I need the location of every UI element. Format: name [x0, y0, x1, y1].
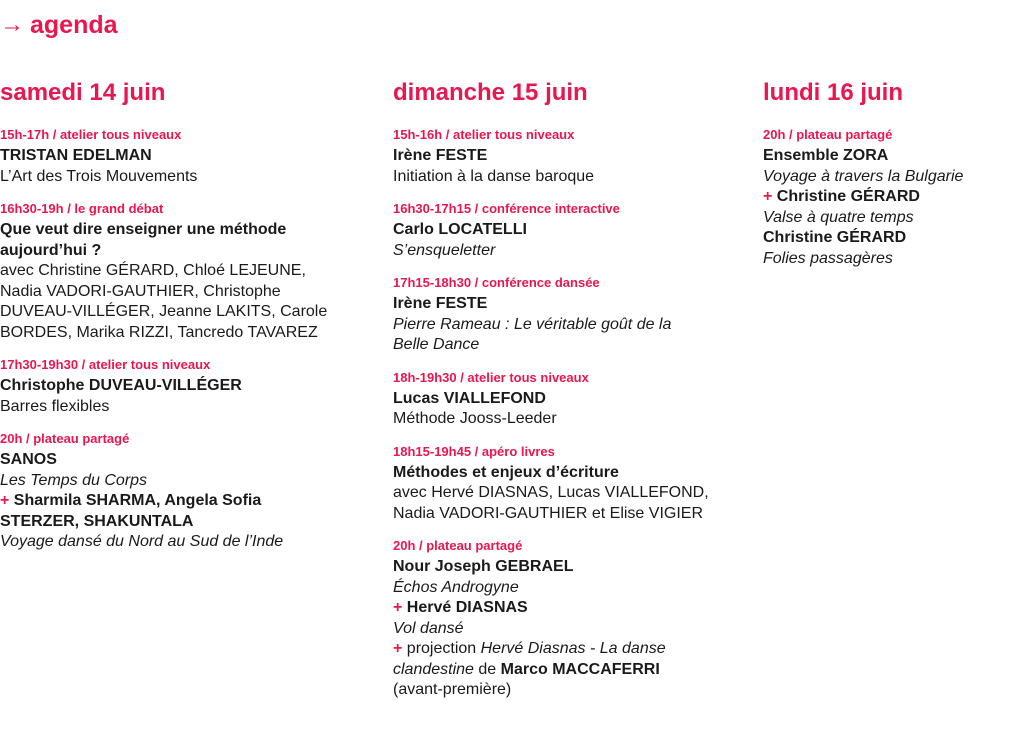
plus-icon: +	[393, 599, 407, 616]
arrow-right-icon: →	[0, 11, 24, 38]
event-text: avec Hervé DIASNAS, Lucas VIALLEFOND,	[393, 484, 709, 501]
event-line	[393, 409, 743, 430]
agenda-event	[0, 431, 370, 553]
event-line	[0, 167, 370, 188]
event-text: Hervé DIASNAS	[406, 599, 528, 616]
event-text: Voyage à travers la Bulgarie	[763, 167, 964, 185]
event-text: (avant-première)	[393, 681, 512, 698]
event-text: Folies passagères	[763, 249, 893, 267]
event-line	[393, 146, 743, 167]
plus-icon: +	[763, 188, 777, 205]
event-line	[0, 532, 370, 553]
event-text: avec Christine GÉRARD, Chloé LEJEUNE,	[0, 262, 306, 279]
agenda-event	[0, 127, 370, 187]
event-line	[393, 504, 743, 525]
event-text: clandestine	[393, 660, 474, 678]
event-line	[393, 241, 743, 262]
event-text: Ensemble ZORA	[763, 147, 889, 164]
event-line	[763, 187, 1018, 208]
event-line	[0, 376, 370, 397]
event-line	[393, 680, 743, 701]
event-text: Nadia VADORI-GAUTHIER, Christophe	[0, 282, 281, 300]
event-line	[0, 471, 370, 492]
day-column	[0, 78, 370, 567]
event-line	[0, 146, 370, 167]
event-text: Belle Dance	[393, 336, 480, 353]
event-text: Méthodes et enjeux d’écriture	[393, 463, 619, 481]
day-title: lundi 16 juin	[763, 79, 904, 106]
event-time-category: 18h15-19h45 / apéro livres	[393, 443, 555, 459]
event-time-category: 20h / plateau partagé	[763, 127, 893, 142]
event-text: TRISTAN EDELMAN	[0, 147, 152, 164]
event-line	[0, 282, 370, 303]
event-line	[0, 220, 370, 241]
event-line	[393, 598, 743, 619]
event-line	[393, 660, 743, 681]
day-title: samedi 14 juin	[0, 79, 166, 106]
event-time-category: 16h30-17h15 / conférence interactive	[393, 201, 620, 216]
event-text: Échos Androgyne	[393, 578, 519, 596]
event-text: Vol dansé	[393, 619, 464, 637]
event-text: Initiation à la danse baroque	[393, 167, 595, 185]
plus-icon: +	[393, 640, 407, 657]
day-title: dimanche 15 juin	[393, 79, 588, 106]
event-line	[393, 578, 743, 599]
event-line	[393, 167, 743, 188]
event-text: Irène FESTE	[393, 295, 488, 312]
event-line	[0, 491, 370, 512]
event-text: S’ensqueletter	[393, 241, 496, 259]
event-text: aujourd’hui ?	[0, 241, 102, 259]
event-text: L’Art des Trois Mouvements	[0, 167, 198, 185]
event-time-category: 15h-16h / atelier tous niveaux	[393, 127, 575, 142]
event-text: Que veut dire enseigner une méthode	[0, 221, 287, 238]
agenda-event	[393, 370, 743, 430]
agenda-event	[393, 201, 743, 261]
agenda-event	[393, 275, 743, 356]
event-time-category: 15h-17h / atelier tous niveaux	[0, 127, 182, 142]
event-line	[763, 249, 1018, 270]
event-line	[763, 167, 1018, 188]
event-line	[393, 619, 743, 640]
event-text: Carlo LOCATELLI	[393, 221, 527, 238]
event-text: BORDES, Marika RIZZI, Tancredo TAVAREZ	[0, 323, 318, 341]
event-text: Sharmila SHARMA, Angela Sofia	[13, 492, 262, 509]
event-text: Nour Joseph GEBRAEL	[393, 558, 574, 575]
agenda-event	[0, 357, 370, 417]
event-time-category: 18h-19h30 / atelier tous niveaux	[393, 369, 589, 385]
event-line	[0, 512, 370, 533]
event-time-category: 17h15-18h30 / conférence dansée	[393, 275, 600, 290]
event-text: Irène FESTE	[393, 147, 488, 164]
event-line	[0, 241, 370, 262]
event-line	[0, 302, 370, 323]
event-line	[393, 335, 743, 356]
event-text: Nadia VADORI-GAUTHIER et Elise VIGIER	[393, 504, 703, 522]
agenda-event	[393, 444, 743, 525]
day-column	[393, 78, 743, 715]
event-time-category: 16h30-19h / le grand débat	[0, 201, 164, 216]
event-text: Méthode Jooss-Leeder	[393, 410, 557, 427]
event-text: projection	[406, 640, 481, 657]
event-text: Valse à quatre temps	[763, 208, 914, 226]
event-text: Barres flexibles	[0, 397, 110, 415]
event-time-category: 20h / plateau partagé	[393, 538, 523, 553]
agenda-header	[0, 10, 118, 40]
page-title: agenda	[30, 11, 118, 39]
event-line	[393, 294, 743, 315]
agenda-event	[763, 127, 1018, 269]
event-line	[763, 146, 1018, 167]
event-line	[393, 220, 743, 241]
event-text: STERZER, SHAKUNTALA	[0, 512, 194, 530]
agenda-event	[393, 538, 743, 701]
agenda-event	[0, 201, 370, 343]
event-text: Voyage dansé du Nord au Sud de l’Inde	[0, 533, 284, 550]
event-line	[0, 323, 370, 344]
event-text: de	[473, 660, 501, 678]
event-line	[393, 557, 743, 578]
event-line	[0, 450, 370, 471]
event-line	[393, 463, 743, 484]
plus-icon: +	[0, 492, 14, 509]
event-line	[0, 261, 370, 282]
event-text: Lucas VIALLEFOND	[393, 389, 546, 407]
event-text: Marco MACCAFERRI	[500, 660, 660, 678]
event-text: Hervé Diasnas - La danse	[480, 640, 666, 657]
event-text: Christine GÉRARD	[763, 229, 907, 246]
day-column	[763, 78, 1018, 283]
event-text: Christophe DUVEAU-VILLÉGER	[0, 377, 242, 394]
event-line	[393, 315, 743, 336]
event-line	[0, 397, 370, 418]
event-text: Christine GÉRARD	[776, 188, 920, 205]
event-line	[393, 483, 743, 504]
event-text: DUVEAU-VILLÉGER, Jeanne LAKITS, Carole	[0, 303, 328, 320]
event-text: SANOS	[0, 451, 57, 468]
agenda-event	[393, 127, 743, 187]
event-line	[393, 389, 743, 410]
event-text: Pierre Rameau : Le véritable goût de la	[393, 315, 672, 333]
event-line	[763, 208, 1018, 229]
event-line	[763, 228, 1018, 249]
event-text: Les Temps du Corps	[0, 471, 148, 489]
event-time-category: 17h30-19h30 / atelier tous niveaux	[0, 357, 211, 372]
event-time-category: 20h / plateau partagé	[0, 431, 130, 446]
event-line	[393, 639, 743, 660]
